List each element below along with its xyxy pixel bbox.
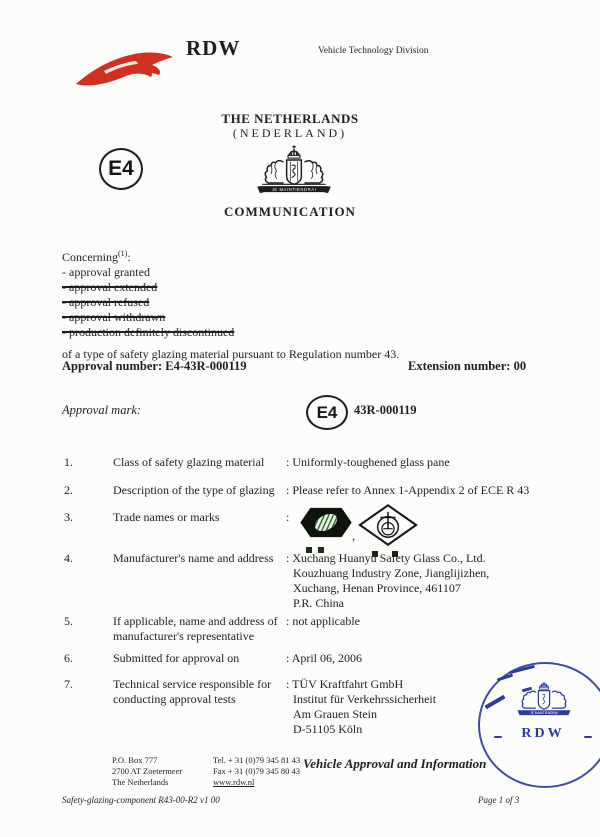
concerning-option: - approval granted bbox=[62, 265, 150, 279]
item-value: : April 06, 2006 bbox=[286, 651, 363, 665]
approval-mark-e4-roundel bbox=[306, 395, 348, 430]
hexagon-trademark-logo bbox=[298, 506, 354, 539]
item-value: : TÜV Kraftfahrt GmbH Institut für Verkehrssicherheit Am Grauen Stein D-51105 Köln bbox=[286, 677, 437, 736]
e4-roundel bbox=[99, 148, 143, 190]
footer-department: Vehicle Approval and Information bbox=[303, 756, 487, 771]
coat-of-arms-motto: JE MAINTIENDRAI bbox=[271, 187, 317, 193]
item-label: Description of the type of glazing bbox=[113, 483, 275, 497]
diamond-trademark-logo bbox=[358, 503, 418, 547]
item-value: : not applicable bbox=[286, 614, 360, 628]
org-name: RDW bbox=[186, 36, 241, 60]
concerning-heading: Concerning$^{(1)}$: bbox=[62, 249, 131, 264]
item-number: 7. bbox=[64, 677, 73, 691]
item-label: If applicable, name and address of manufacturer's representative bbox=[113, 614, 278, 643]
approval-mark-e4-text: E4 bbox=[316, 402, 338, 422]
concerning-subject: of a type of safety glazing material pursuant to Regulation number 43. bbox=[62, 347, 400, 361]
item-label: Technical service responsible for conducting approval tests bbox=[113, 677, 272, 706]
item-value: : Xuchang Huanyu Safety Glass Co., Ltd. Kouzhuang Industry Zone, Jianglijizhen, Xuchang, Henan Province, 461107 P.R. China bbox=[286, 551, 490, 610]
concerning-option: - production definitely discontinued bbox=[62, 325, 235, 339]
approval-mark-label: Approval mark: bbox=[62, 403, 142, 417]
footer-address: P.O. Box 777 2700 AT Zoetermeer The Netherlands bbox=[112, 755, 183, 787]
doc-reference: Safety-glazing-component R43-00-R2 v1 00 bbox=[62, 795, 220, 805]
country-title: THE NETHERLANDS bbox=[221, 111, 359, 126]
approval-mark-number: 43R-000119 bbox=[354, 403, 417, 417]
footer-contact: Tel. + 31 (0)79 345 81 43 Fax + 31 (0)79 345 80 43 www.rdw.nl bbox=[213, 755, 301, 787]
svg-text:JE MAINTIENDRAI: JE MAINTIENDRAI bbox=[530, 711, 558, 716]
item-number: 1. bbox=[64, 455, 73, 469]
concerning-option: - approval extended bbox=[62, 280, 158, 294]
item-label: Submitted for approval on bbox=[113, 651, 240, 665]
stamp-dash bbox=[494, 736, 502, 738]
extension-number: Extension number: 00 bbox=[408, 359, 527, 373]
item-value-colon: : bbox=[286, 510, 290, 524]
item-number: 4. bbox=[64, 551, 73, 565]
item-value: : Please refer to Annex 1-Appendix 2 of ECE R 43 bbox=[286, 483, 530, 497]
concerning-option: - approval withdrawn bbox=[62, 310, 166, 324]
item-label: Trade names or marks bbox=[113, 510, 220, 524]
stamp-coat-of-arms-icon bbox=[508, 678, 580, 720]
item-number: 3. bbox=[64, 510, 73, 524]
division-label: Vehicle Technology Division bbox=[318, 46, 429, 56]
page-indicator: Page 1 of 3 bbox=[478, 795, 520, 805]
stamp-dash bbox=[584, 736, 592, 738]
approval-number: Approval number: E4-43R-000119 bbox=[62, 359, 247, 373]
footnote-marker: (1) bbox=[118, 249, 128, 258]
stamp-rdw-text: RDW bbox=[521, 726, 565, 741]
doc-type-title: COMMUNICATION bbox=[224, 204, 356, 219]
item-label: Manufacturer's name and address bbox=[113, 551, 274, 565]
e4-roundel-text: E4 bbox=[108, 157, 134, 180]
concerning-option: - approval refused bbox=[62, 295, 150, 309]
rdw-wing-logo bbox=[74, 40, 176, 98]
item-label: Class of safety glazing material bbox=[113, 455, 265, 469]
footer-website: www.rdw.nl bbox=[213, 777, 255, 787]
item-number: 6. bbox=[64, 651, 73, 665]
trademark-separator: , bbox=[352, 528, 356, 543]
dutch-coat-of-arms-icon bbox=[248, 143, 340, 199]
item-number: 5. bbox=[64, 614, 73, 628]
item-number: 2. bbox=[64, 483, 73, 497]
country-title-native: (NEDERLAND) bbox=[232, 126, 348, 140]
item-value: : Uniformly-toughened glass pane bbox=[286, 455, 450, 469]
